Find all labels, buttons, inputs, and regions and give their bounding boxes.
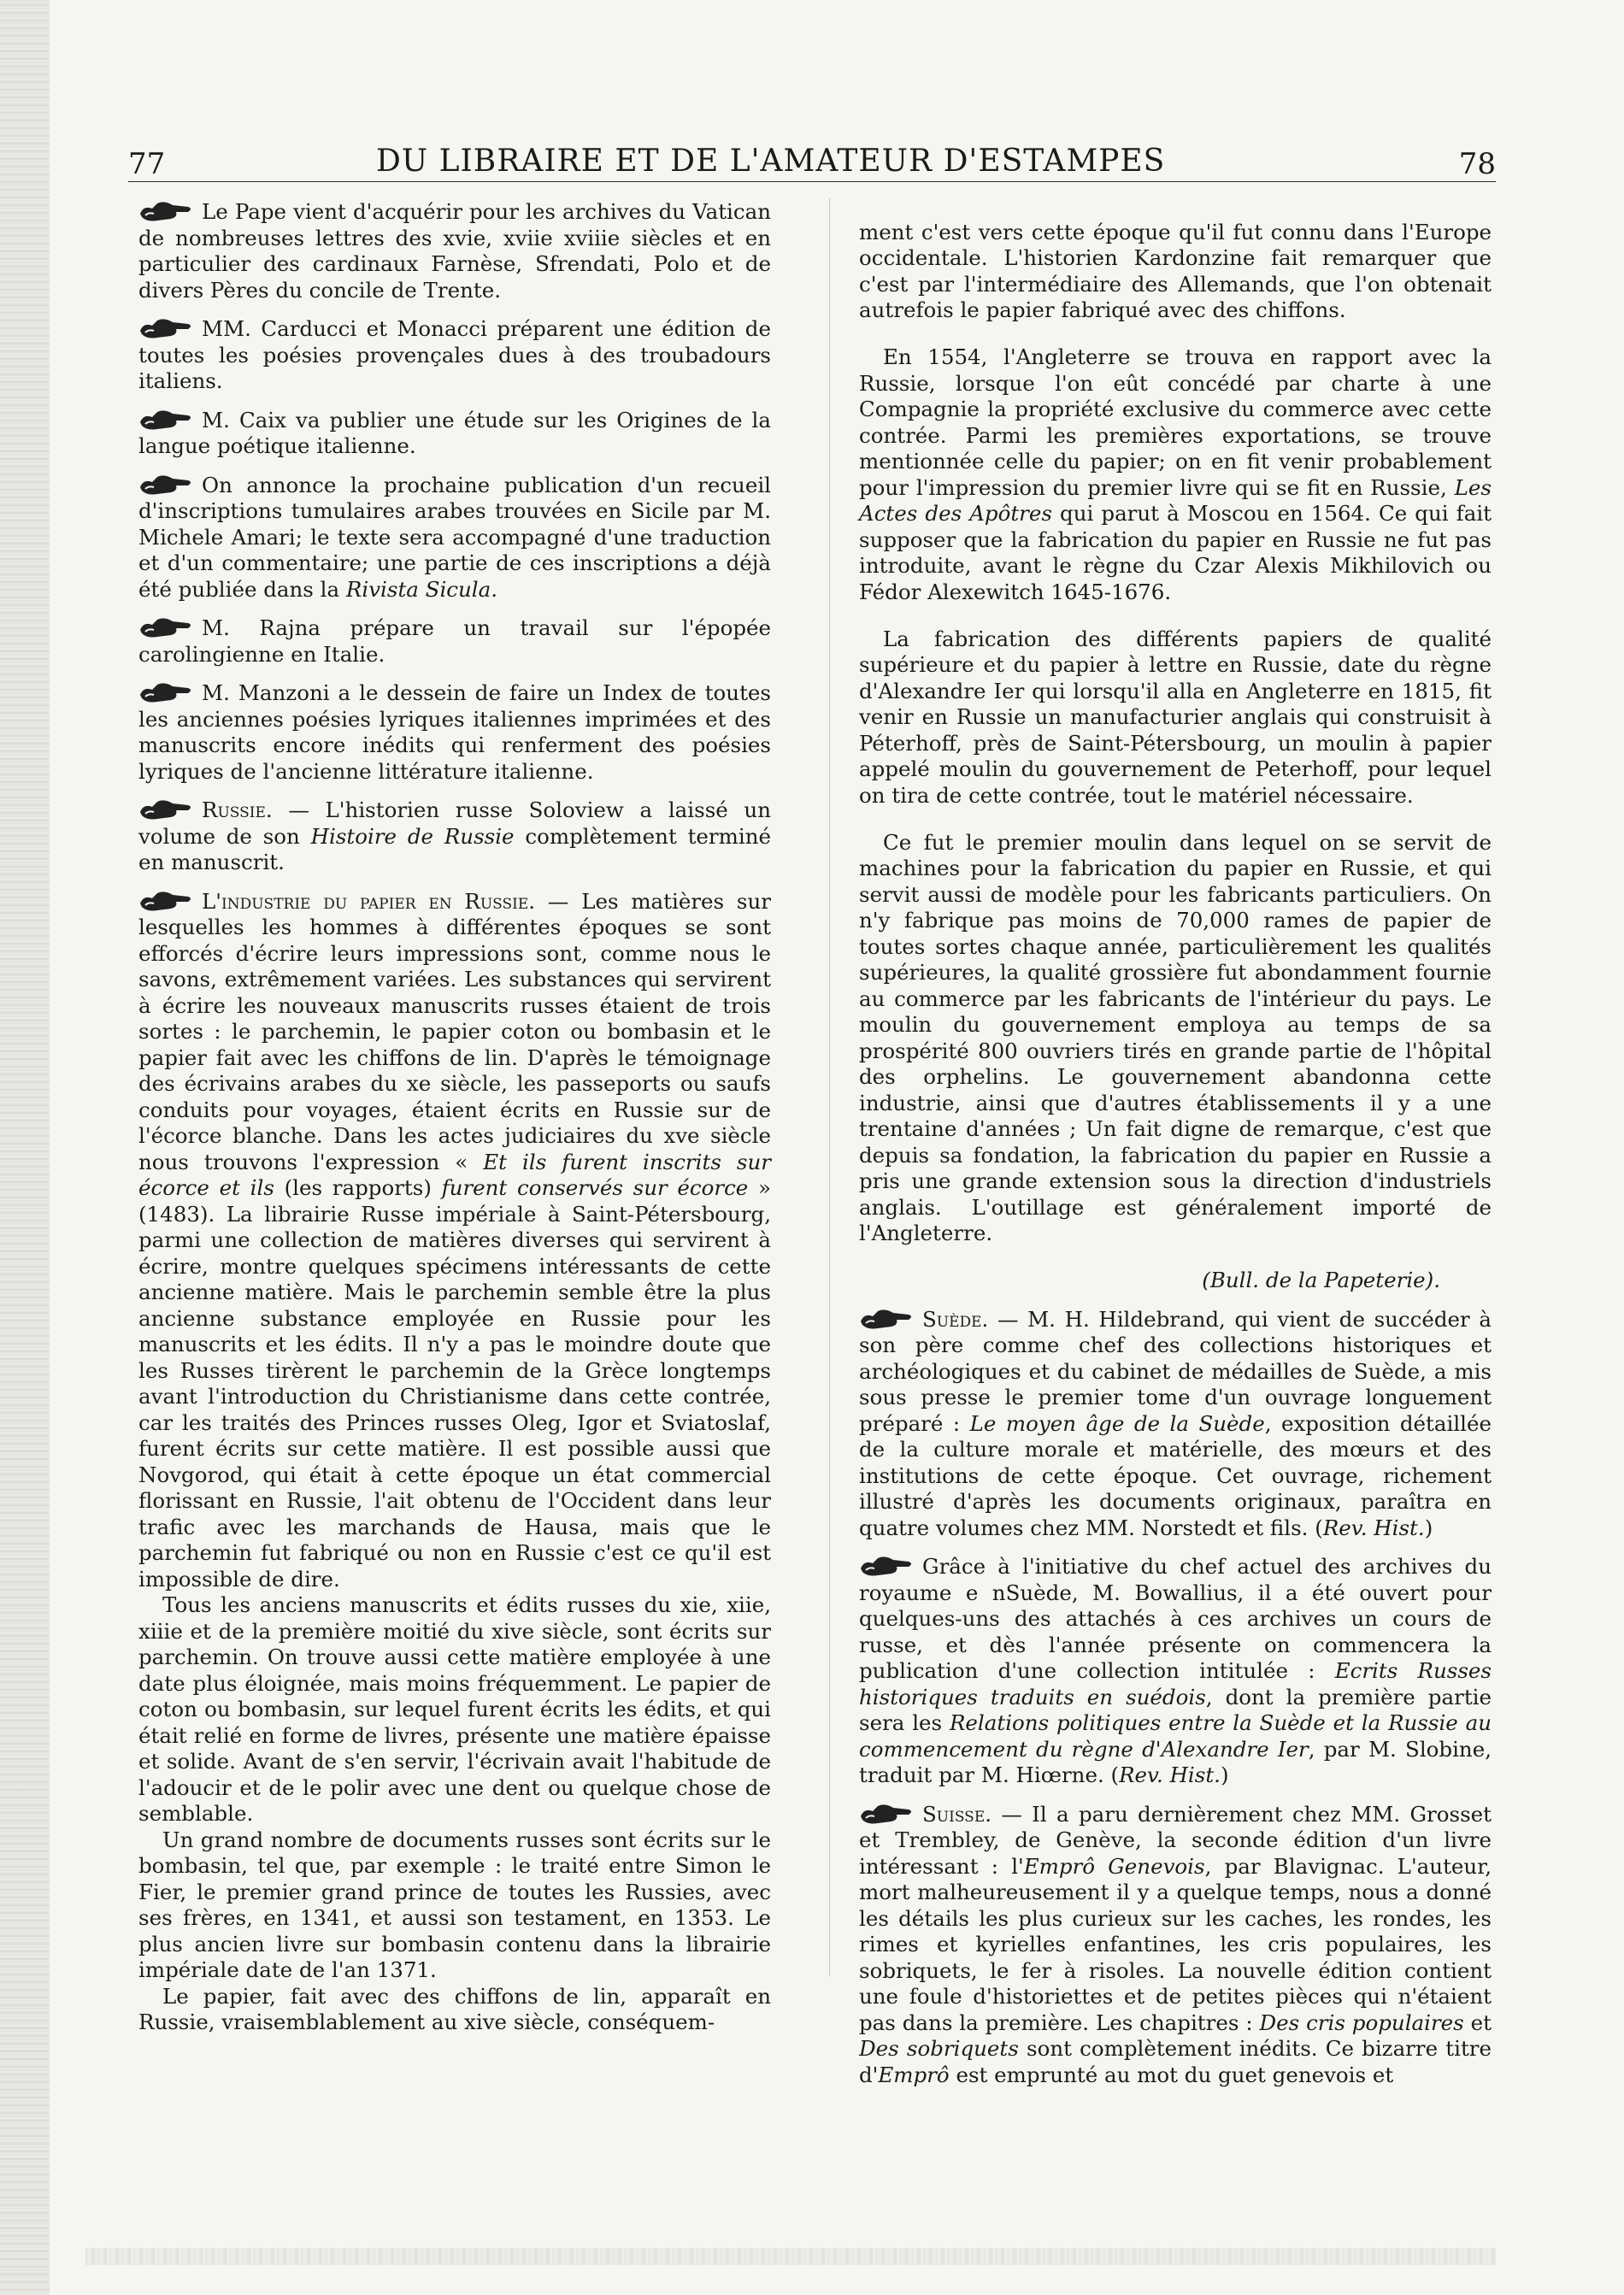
section-heading: Russie. bbox=[202, 797, 273, 822]
news-text: — L'historien russe Soloview a laissé un volume de son bbox=[138, 797, 771, 849]
news-item bbox=[859, 1801, 1492, 2089]
chapter-title: Des cris populaires bbox=[1259, 2010, 1464, 2035]
news-text: » (1483). La librairie Russe impériale à Saint-Pétersbourg, parmi une collection de matières diverses qui servirent à écrire, montre quelques spécimens intéressants de cette ancienne matière. Mais le parchemin semble être la plus ancienne substance employée en Russie pour les manuscrits et les édits. Il n'y a pas le moindre doute que les Russes tirèrent le parchemin de la Grèce longtemps avant l'introduction du Christianisme dans cette contrée, car les traités des Princes russes Oleg, Igor et Sviatoslaf, furent écrits sur cette matière. Il est possible aussi que Novgorod, qui était à cette époque un état commercial florissant en Russie, l'ait obtenu de l'Occident dans leur trafic avec les marchands de Hausa, mais que le parchemin fut fabriqué ou non en Russie c'est ce qu'il est impossible de dire. bbox=[138, 1175, 771, 1592]
news-item bbox=[138, 680, 771, 785]
news-item bbox=[138, 888, 771, 2036]
pointing-hand-icon bbox=[138, 315, 195, 341]
journal-title: Rivista Sicula. bbox=[345, 576, 498, 602]
news-item bbox=[138, 198, 771, 303]
pointing-hand-icon bbox=[138, 198, 195, 224]
article-continuation bbox=[859, 220, 1492, 1247]
book-title: Relations politiques entre la Suède et la Russie au commencement du règne d'Alexandre Ier bbox=[859, 1710, 1492, 1762]
news-text: (les rapports) bbox=[274, 1175, 442, 1200]
news-item bbox=[138, 472, 771, 603]
news-text: — Les matières sur lesquelles les hommes à différentes époques se sont efforcés d'écrire leurs impressions sont, comme nous le savons, extrêmement variées. Les substances qui servirent à écrire les nouveaux manuscrits russes étaient de trois sortes : le parchemin, le papier coton ou bombasin et le papier fait avec les chiffons de lin. D'après le témoignage des écrivains arabes du xe siècle, les passeports ou saufs conduits pour voyages, étaient écrits en Russie sur de l'écorce blanche. Dans les actes judiciaires du xve siècle nous trouvons l'expression « bbox=[138, 888, 771, 1174]
news-item bbox=[138, 407, 771, 460]
news-text: — M. H. Hildebrand, qui vient de succéder à son père comme chef des collections historiques et archéologiques et du cabinet de médailles de Suède, a mis sous presse le premier tome d'un ouvrage longuement préparé : bbox=[859, 1306, 1492, 1436]
paragraph: Le papier, fait avec des chiffons de lin, apparaît en Russie, vraisemblablement au xive siècle, conséquem- bbox=[138, 1983, 771, 2034]
news-text: M. Rajna prépare un travail sur l'épopée carolingienne en Italie. bbox=[138, 615, 771, 667]
paragraph: ment c'est vers cette époque qu'il fut connu dans l'Europe occidentale. L'historien Kardonzine fait remarquer que c'est par l'intermédiaire des Allemands, que l'on obtenait autrefois le papier fabriqué avec des chiffons. bbox=[859, 219, 1492, 322]
paragraph: La fabrication des différents papiers de qualité supérieure et du papier à lettre en Russie, date du règne d'Alexandre Ier qui lorsqu'il alla en Angleterre en 1815, fit venir en Russie un manufacturier anglais qui construisit à Péterhoff, près de Saint-Pétersbourg, un moulin à papier appelé moulin du gouvernement de Peterhoff, pour lequel on tira de cette contrée, tout le matériel nécessaire. bbox=[859, 626, 1492, 808]
news-text: M. Caix va publier une étude sur les Origines de la langue poétique italienne. bbox=[138, 407, 771, 458]
pointing-hand-icon bbox=[859, 1306, 915, 1332]
scan-edge bbox=[0, 0, 50, 2295]
section-heading: Suède. bbox=[922, 1306, 989, 1332]
page-header bbox=[128, 137, 1496, 188]
news-item bbox=[138, 315, 771, 395]
book-title: Ecrits Russes historiques traduits en suédois bbox=[859, 1658, 1492, 1709]
source-citation: Rev. Hist. bbox=[1119, 1762, 1221, 1787]
pointing-hand-icon bbox=[138, 407, 195, 433]
news-text: complètement terminé en manuscrit. bbox=[138, 823, 771, 874]
right-column bbox=[859, 198, 1492, 2100]
news-item bbox=[138, 615, 771, 668]
pointing-hand-icon bbox=[138, 797, 195, 822]
paragraph: Un grand nombre de documents russes sont écrits sur le bombasin, tel que, par exemple : le traité entre Simon le Fier, le premier grand prince de toutes les Russies, avec ses frères, en 1341, et aussi son testament, en 1353. Le plus ancien livre sur bombasin contenu dans la librairie impériale date de l'an 1371. bbox=[138, 1827, 771, 1982]
book-title: Emprô bbox=[878, 2062, 950, 2087]
news-text: , par M. Slobine, traduit par M. Hiœrne. ( bbox=[859, 1736, 1492, 1787]
quotation: furent conservés sur écorce bbox=[441, 1175, 749, 1200]
pointing-hand-icon bbox=[138, 680, 195, 705]
paragraph: En 1554, l'Angleterre se trouva en rapport avec la Russie, lorsque l'on eût concédé par charte à une Compagnie la propriété exclusive du commerce avec cette contrée. Parmi les premières exportations, se trouve mentionnée celle du papier; on en fit venir probablement pour l'impression du premier livre qui se fit en Russie, bbox=[859, 344, 1492, 500]
quotation: Et ils furent inscrits sur écorce et ils bbox=[138, 1149, 771, 1200]
section-heading: Suisse. bbox=[922, 1801, 992, 1827]
news-text: Le Pape vient d'acquérir pour les archives du Vatican de nombreuses lettres des xvie, xviie xviiie siècles et en particulier des cardinaux Farnèse, Sfrendati, Polo et de divers Pères du concile de Trente. bbox=[138, 199, 771, 303]
pointing-hand-icon bbox=[859, 1801, 915, 1827]
book-title: Le moyen âge de la Suède bbox=[969, 1410, 1265, 1436]
news-text: , dont la première partie sera les bbox=[859, 1684, 1492, 1735]
news-text: et bbox=[1463, 2010, 1492, 2035]
news-text: MM. Carducci et Monacci préparent une édition de toutes les poésies provençales dues à des troubadours italiens. bbox=[138, 316, 771, 393]
source-citation: (Bull. de la Papeterie). bbox=[1202, 1268, 1440, 1292]
news-text: ) bbox=[1220, 1762, 1229, 1787]
scan-bottom-edge bbox=[85, 2248, 1496, 2265]
left-column bbox=[138, 198, 771, 2048]
header-rule bbox=[128, 181, 1496, 182]
news-text: M. Manzoni a le dessein de faire un Index de toutes les anciennes poésies lyriques italiennes imprimées et des manuscrits encore inédits qui renferment des poésies lyriques de l'ancienne littérature italienne. bbox=[138, 680, 771, 784]
pointing-hand-icon bbox=[138, 472, 195, 497]
paragraph: Ce fut le premier moulin dans lequel on se servit de machines pour la fabrication du papier en Russie, et qui servit aussi de modèle pour les fabricants particuliers. On n'y fabrique pas moins de 70,000 rames de papier de toutes sortes chaque année, particulièrement les qualités supérieures, la qualité grossière fut abondamment fournie au commerce par les fabricants de l'intérieur du pays. Le moulin du gouvernement employa au temps de sa prospérité 800 ouvriers tirés en grande partie de l'hôpital des orphelins. Le gouvernement abandonna cette industrie, ainsi que d'autres établissements il y a une trentaine d'années ; Un fait digne de remarque, c'est que depuis sa fondation, la fabrication du papier en Russie a pris une grande extension sous la direction d'industriels anglais. L'outillage est généralement importé de l'Angleterre. bbox=[859, 829, 1492, 1245]
pointing-hand-icon bbox=[859, 1553, 915, 1579]
news-item bbox=[859, 1306, 1492, 1542]
news-item bbox=[138, 797, 771, 876]
news-text: On annonce la prochaine publication d'un recueil d'inscriptions tumulaires arabes trouvées en Sicile par M. Michele Amari; le texte sera accompagné d'une traduction et d'un commentaire; une partie de ces inscriptions a déjà été publiée dans la bbox=[138, 472, 771, 602]
news-item bbox=[859, 1553, 1492, 1789]
news-text: , par Blavignac. L'auteur, mort malheureusement il y a quelque temps, nous a donné les détails les plus curieux sur les caches, les rondes, les rimes et kyrielles enfantines, les cris populaires, les sobriquets, le fer à risoles. La nouvelle édition contient une foule d'historiettes et de petites pièces qui n'étaient pas dans la première. Les chapitres : bbox=[859, 1853, 1492, 2035]
news-text: , exposition détaillée de la culture morale et matérielle, des mœurs et des institutions de cette époque. Cet ouvrage, richement illustré d'après les documents originaux, paraîtra en quatre volumes chez MM. Norstedt et fils. ( bbox=[859, 1410, 1492, 1540]
column-divider bbox=[829, 198, 830, 1976]
running-title: DU LIBRAIRE ET DE L'AMATEUR D'ESTAMPES bbox=[376, 144, 1166, 179]
source-citation: Rev. Hist. bbox=[1322, 1515, 1425, 1540]
book-title: Histoire de Russie bbox=[310, 823, 515, 849]
paragraph: Tous les anciens manuscrits et édits russes du xie, xiie, xiiie et de la première moitié du xive siècle, sont écrits sur parchemin. On trouve aussi cette matière employée à une date plus éloignée, mais moins fréquemment. Le papier de coton ou bombasin, sur lequel furent écrits les édits, et qui était relié en forme de livres, présente une matière épaisse et solide. Avant de s'en servir, l'écrivain avait l'habitude de l'adoucir et de le polir avec une dent ou quelque chose de semblable. bbox=[138, 1592, 771, 1826]
book-title: Les Actes des Apôtres bbox=[859, 474, 1492, 526]
book-title: Emprô Genevois bbox=[1023, 1853, 1205, 1879]
news-text: sont complètement inédits. Ce bizarre titre d' bbox=[859, 2036, 1492, 2087]
page-number-left: 77 bbox=[128, 147, 166, 181]
page-number-right: 78 bbox=[1458, 147, 1496, 181]
paragraph: qui parut à Moscou en 1564. Ce qui fait supposer que la fabrication du papier en Russie ne fut pas introduite, avant le règne du Czar Alexis Mikhilovich ou Fédor Alexewitch 1645-1676. bbox=[859, 501, 1492, 604]
news-text: ) bbox=[1424, 1515, 1433, 1540]
news-text: — Il a paru dernièrement chez MM. Grosset et Trembley, de Genève, la seconde édition d'un livre intéressant : l' bbox=[859, 1801, 1492, 1879]
chapter-title: Des sobriquets bbox=[859, 2036, 1019, 2061]
news-text: est emprunté au mot du guet genevois et bbox=[949, 2062, 1394, 2087]
pointing-hand-icon bbox=[138, 888, 195, 914]
section-heading: L'industrie du papier en Russie. bbox=[202, 888, 536, 914]
pointing-hand-icon bbox=[138, 615, 195, 640]
news-text: Grâce à l'initiative du chef actuel des archives du royaume e nSuède, M. Bowallius, il a été ouvert pour quelques-uns des attachés à ces archives un cours de russe, et dès l'année présente on commencera la publication d'une collection intitulée : bbox=[859, 1554, 1492, 1683]
